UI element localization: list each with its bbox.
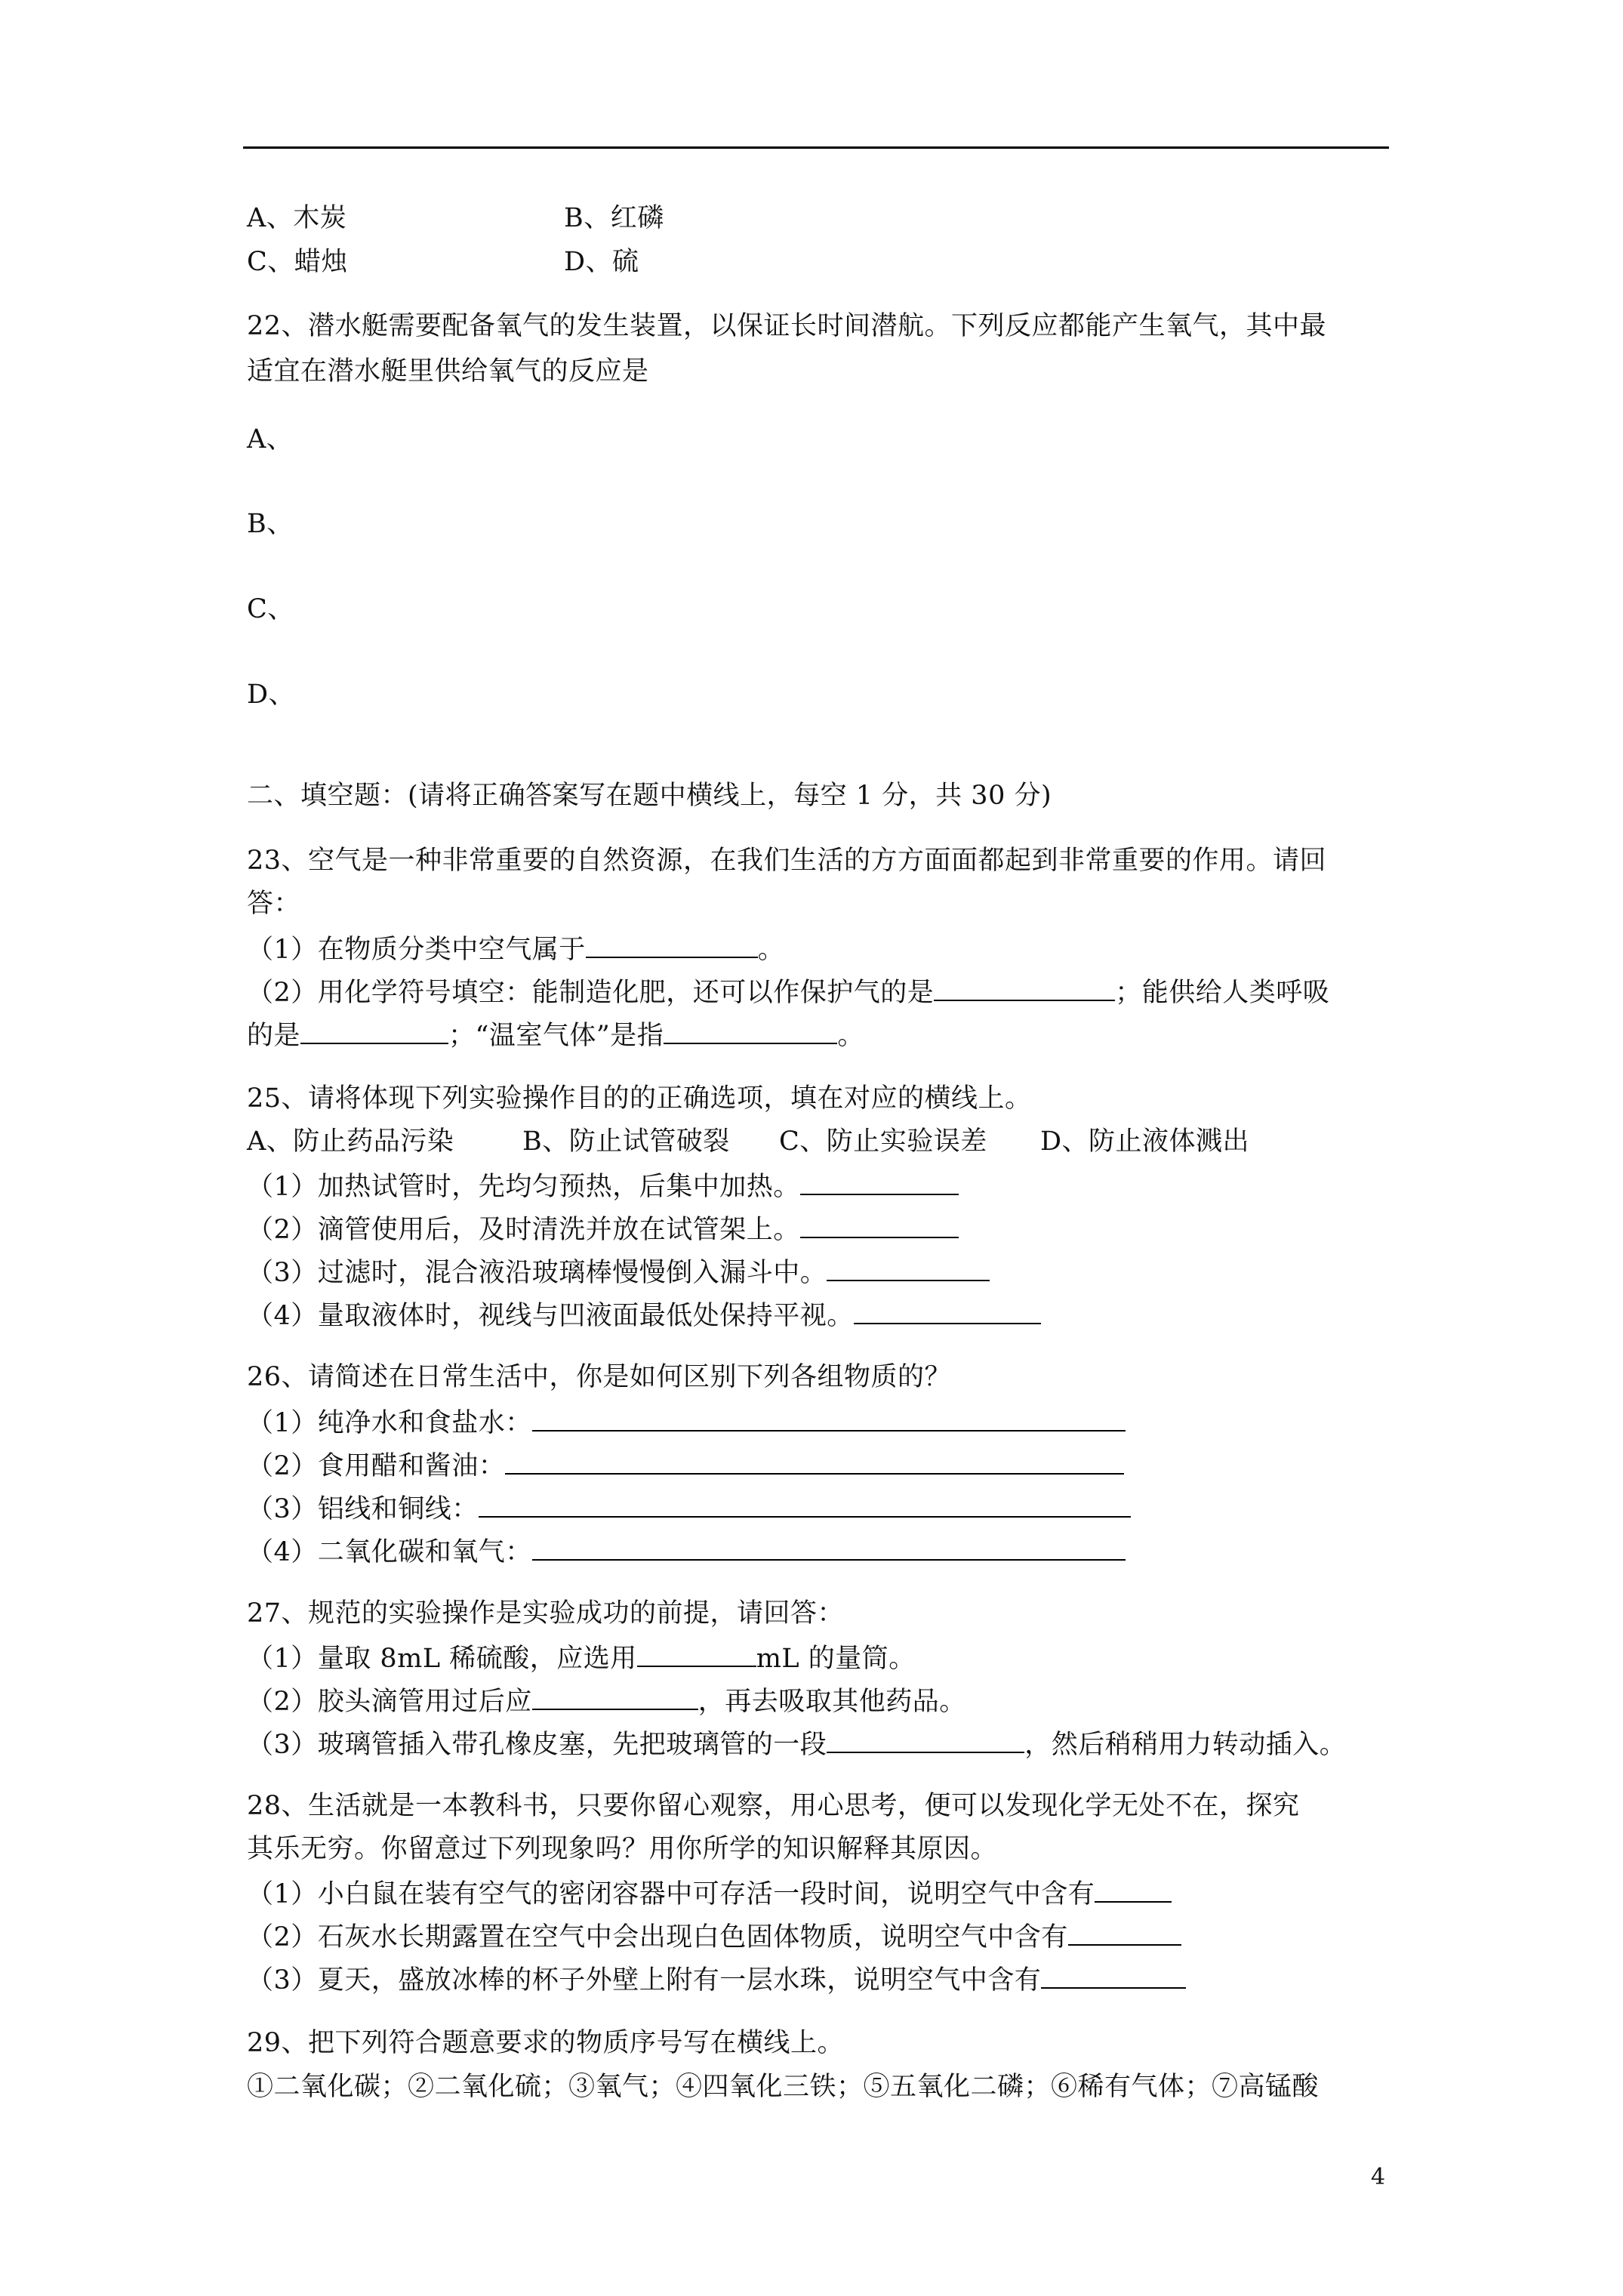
answer-blank[interactable] <box>586 931 758 958</box>
q26-item-4 <box>247 1533 1126 1569</box>
answer-blank[interactable] <box>854 1297 1041 1324</box>
q23-part-3-mid: ；“温室气体”是指 <box>448 1021 664 1051</box>
q28-item-3 <box>247 1962 1186 1997</box>
q25-stem: 25、请将体现下列实验操作目的的正确选项，填在对应的横线上。 <box>247 1083 1032 1114</box>
q22-line-1: 22、潜水艇需要配备氧气的发生装置，以保证长时间潜航。下列反应都能产生氧气，其中最 <box>247 311 1327 341</box>
answer-blank[interactable] <box>934 974 1115 1001</box>
q26-item-1-text: （1）纯净水和食盐水： <box>247 1408 532 1438</box>
q25-option-a: A、防止药品污染 <box>247 1126 454 1157</box>
answer-blank[interactable] <box>300 1017 448 1044</box>
q28-line-2: 其乐无穷。你留意过下列现象吗？用你所学的知识解释其原因。 <box>247 1834 998 1864</box>
answer-blank[interactable] <box>479 1490 1131 1518</box>
q21-option-d: D、硫 <box>564 247 639 277</box>
q23-part-3-text: 的是 <box>247 1021 301 1051</box>
answer-blank[interactable] <box>532 1404 1126 1432</box>
answer-blank[interactable] <box>532 1683 698 1710</box>
q26-item-4-text: （4）二氧化碳和氧气： <box>247 1537 532 1567</box>
q27-part-2-end: ，再去吸取其他药品。 <box>698 1687 966 1717</box>
q27-part-1-end: mL 的量筒。 <box>756 1644 916 1674</box>
answer-blank[interactable] <box>637 1640 756 1667</box>
answer-blank[interactable] <box>827 1254 990 1281</box>
q26-item-2-text: （2）食用醋和酱油： <box>247 1451 506 1481</box>
answer-blank[interactable] <box>532 1533 1126 1561</box>
q25-item-2 <box>247 1211 959 1247</box>
q26-stem: 26、请简述在日常生活中，你是如何区别下列各组物质的？ <box>247 1362 952 1392</box>
q28-item-3-text: （3）夏天，盛放冰棒的杯子外壁上附有一层水珠，说明空气中含有 <box>247 1965 1042 1996</box>
q25-option-c: C、防止实验误差 <box>779 1126 987 1157</box>
answer-blank[interactable] <box>1068 1918 1181 1946</box>
answer-blank[interactable] <box>800 1211 959 1238</box>
q27-part-2-text: （2）胶头滴管用过后应 <box>247 1687 532 1717</box>
answer-blank[interactable] <box>505 1447 1124 1475</box>
q23-part-2-end: ；能供给人类呼吸 <box>1115 978 1330 1008</box>
q27-part-1-text: （1）量取 8mL 稀硫酸，应选用 <box>247 1644 637 1674</box>
q21-option-c: C、蜡烛 <box>247 247 348 277</box>
q26-item-3-text: （3）铝线和铜线： <box>247 1494 479 1524</box>
q23-part-3 <box>247 1017 864 1052</box>
q27-part-3-text: （3）玻璃管插入带孔橡皮塞，先把玻璃管的一段 <box>247 1730 827 1760</box>
q26-item-2 <box>247 1447 1124 1483</box>
q27-part-3-end: ，然后稍稍用力转动插入。 <box>1024 1730 1347 1760</box>
q21-option-b: B、红磷 <box>564 203 664 233</box>
q23-part-2-text: （2）用化学符号填空：能制造化肥，还可以作保护气的是 <box>247 978 935 1008</box>
q28-item-2 <box>247 1918 1181 1954</box>
q29-stem: 29、把下列符合题意要求的物质序号写在横线上。 <box>247 2028 845 2058</box>
answer-blank[interactable] <box>1095 1875 1172 1903</box>
q23-line-2: 答： <box>247 889 301 919</box>
q27-part-2 <box>247 1683 966 1718</box>
answer-blank[interactable] <box>664 1017 837 1044</box>
answer-blank[interactable] <box>1041 1962 1186 1989</box>
q22-option-d: D、 <box>247 680 296 710</box>
q27-part-1 <box>247 1640 916 1675</box>
header-rule <box>243 146 1389 149</box>
q23-part-3-end: 。 <box>837 1021 864 1051</box>
answer-blank[interactable] <box>800 1168 959 1195</box>
q25-item-3-text: （3）过滤时，混合液沿玻璃棒慢慢倒入漏斗中。 <box>247 1258 827 1288</box>
q25-item-2-text: （2）滴管使用后，及时清洗并放在试管架上。 <box>247 1215 800 1245</box>
q26-item-1 <box>247 1404 1126 1440</box>
q22-option-c: C、 <box>247 594 294 624</box>
q28-item-2-text: （2）石灰水长期露置在空气中会出现白色固体物质，说明空气中含有 <box>247 1922 1068 1952</box>
q23-part-1 <box>247 931 784 966</box>
q25-option-d: D、防止液体溅出 <box>1040 1126 1250 1157</box>
q27-part-3 <box>247 1726 1346 1761</box>
q28-item-1 <box>247 1875 1172 1911</box>
q23-part-2 <box>247 974 1329 1009</box>
q29-substance-list: ①二氧化碳；②二氧化硫；③氧气；④四氧化三铁；⑤五氧化二磷；⑥稀有气体；⑦高锰酸 <box>247 2072 1320 2102</box>
q23-line-1: 23、空气是一种非常重要的自然资源，在我们生活的方方面面都起到非常重要的作用。请回 <box>247 846 1327 876</box>
q27-stem: 27、规范的实验操作是实验成功的前提，请回答： <box>247 1598 845 1629</box>
q21-option-a: A、木炭 <box>247 203 347 233</box>
q28-item-1-text: （1）小白鼠在装有空气的密闭容器中可存活一段时间，说明空气中含有 <box>247 1879 1095 1909</box>
q25-item-4 <box>247 1297 1041 1333</box>
section-2-heading: 二、填空题：(请将正确答案写在题中横线上，每空 1 分，共 30 分) <box>247 781 1052 811</box>
q25-item-4-text: （4）量取液体时，视线与凹液面最低处保持平视。 <box>247 1301 854 1331</box>
q22-option-b: B、 <box>247 509 294 539</box>
q25-item-1 <box>247 1168 959 1203</box>
answer-blank[interactable] <box>827 1726 1024 1753</box>
q26-item-3 <box>247 1490 1131 1526</box>
q23-part-1-end: 。 <box>757 935 785 965</box>
q25-option-b: B、防止试管破裂 <box>522 1126 730 1157</box>
q23-part-1-text: （1）在物质分类中空气属于 <box>247 935 586 965</box>
q22-line-2: 适宜在潜水艇里供给氧气的反应是 <box>247 356 649 387</box>
q25-item-3 <box>247 1254 990 1290</box>
q22-option-a: A、 <box>247 424 294 455</box>
q28-line-1: 28、生活就是一本教科书，只要你留心观察，用心思考，便可以发现化学无处不在，探究 <box>247 1791 1300 1821</box>
page-number: 4 <box>1371 2164 1386 2190</box>
q25-item-1-text: （1）加热试管时，先均匀预热，后集中加热。 <box>247 1172 800 1202</box>
